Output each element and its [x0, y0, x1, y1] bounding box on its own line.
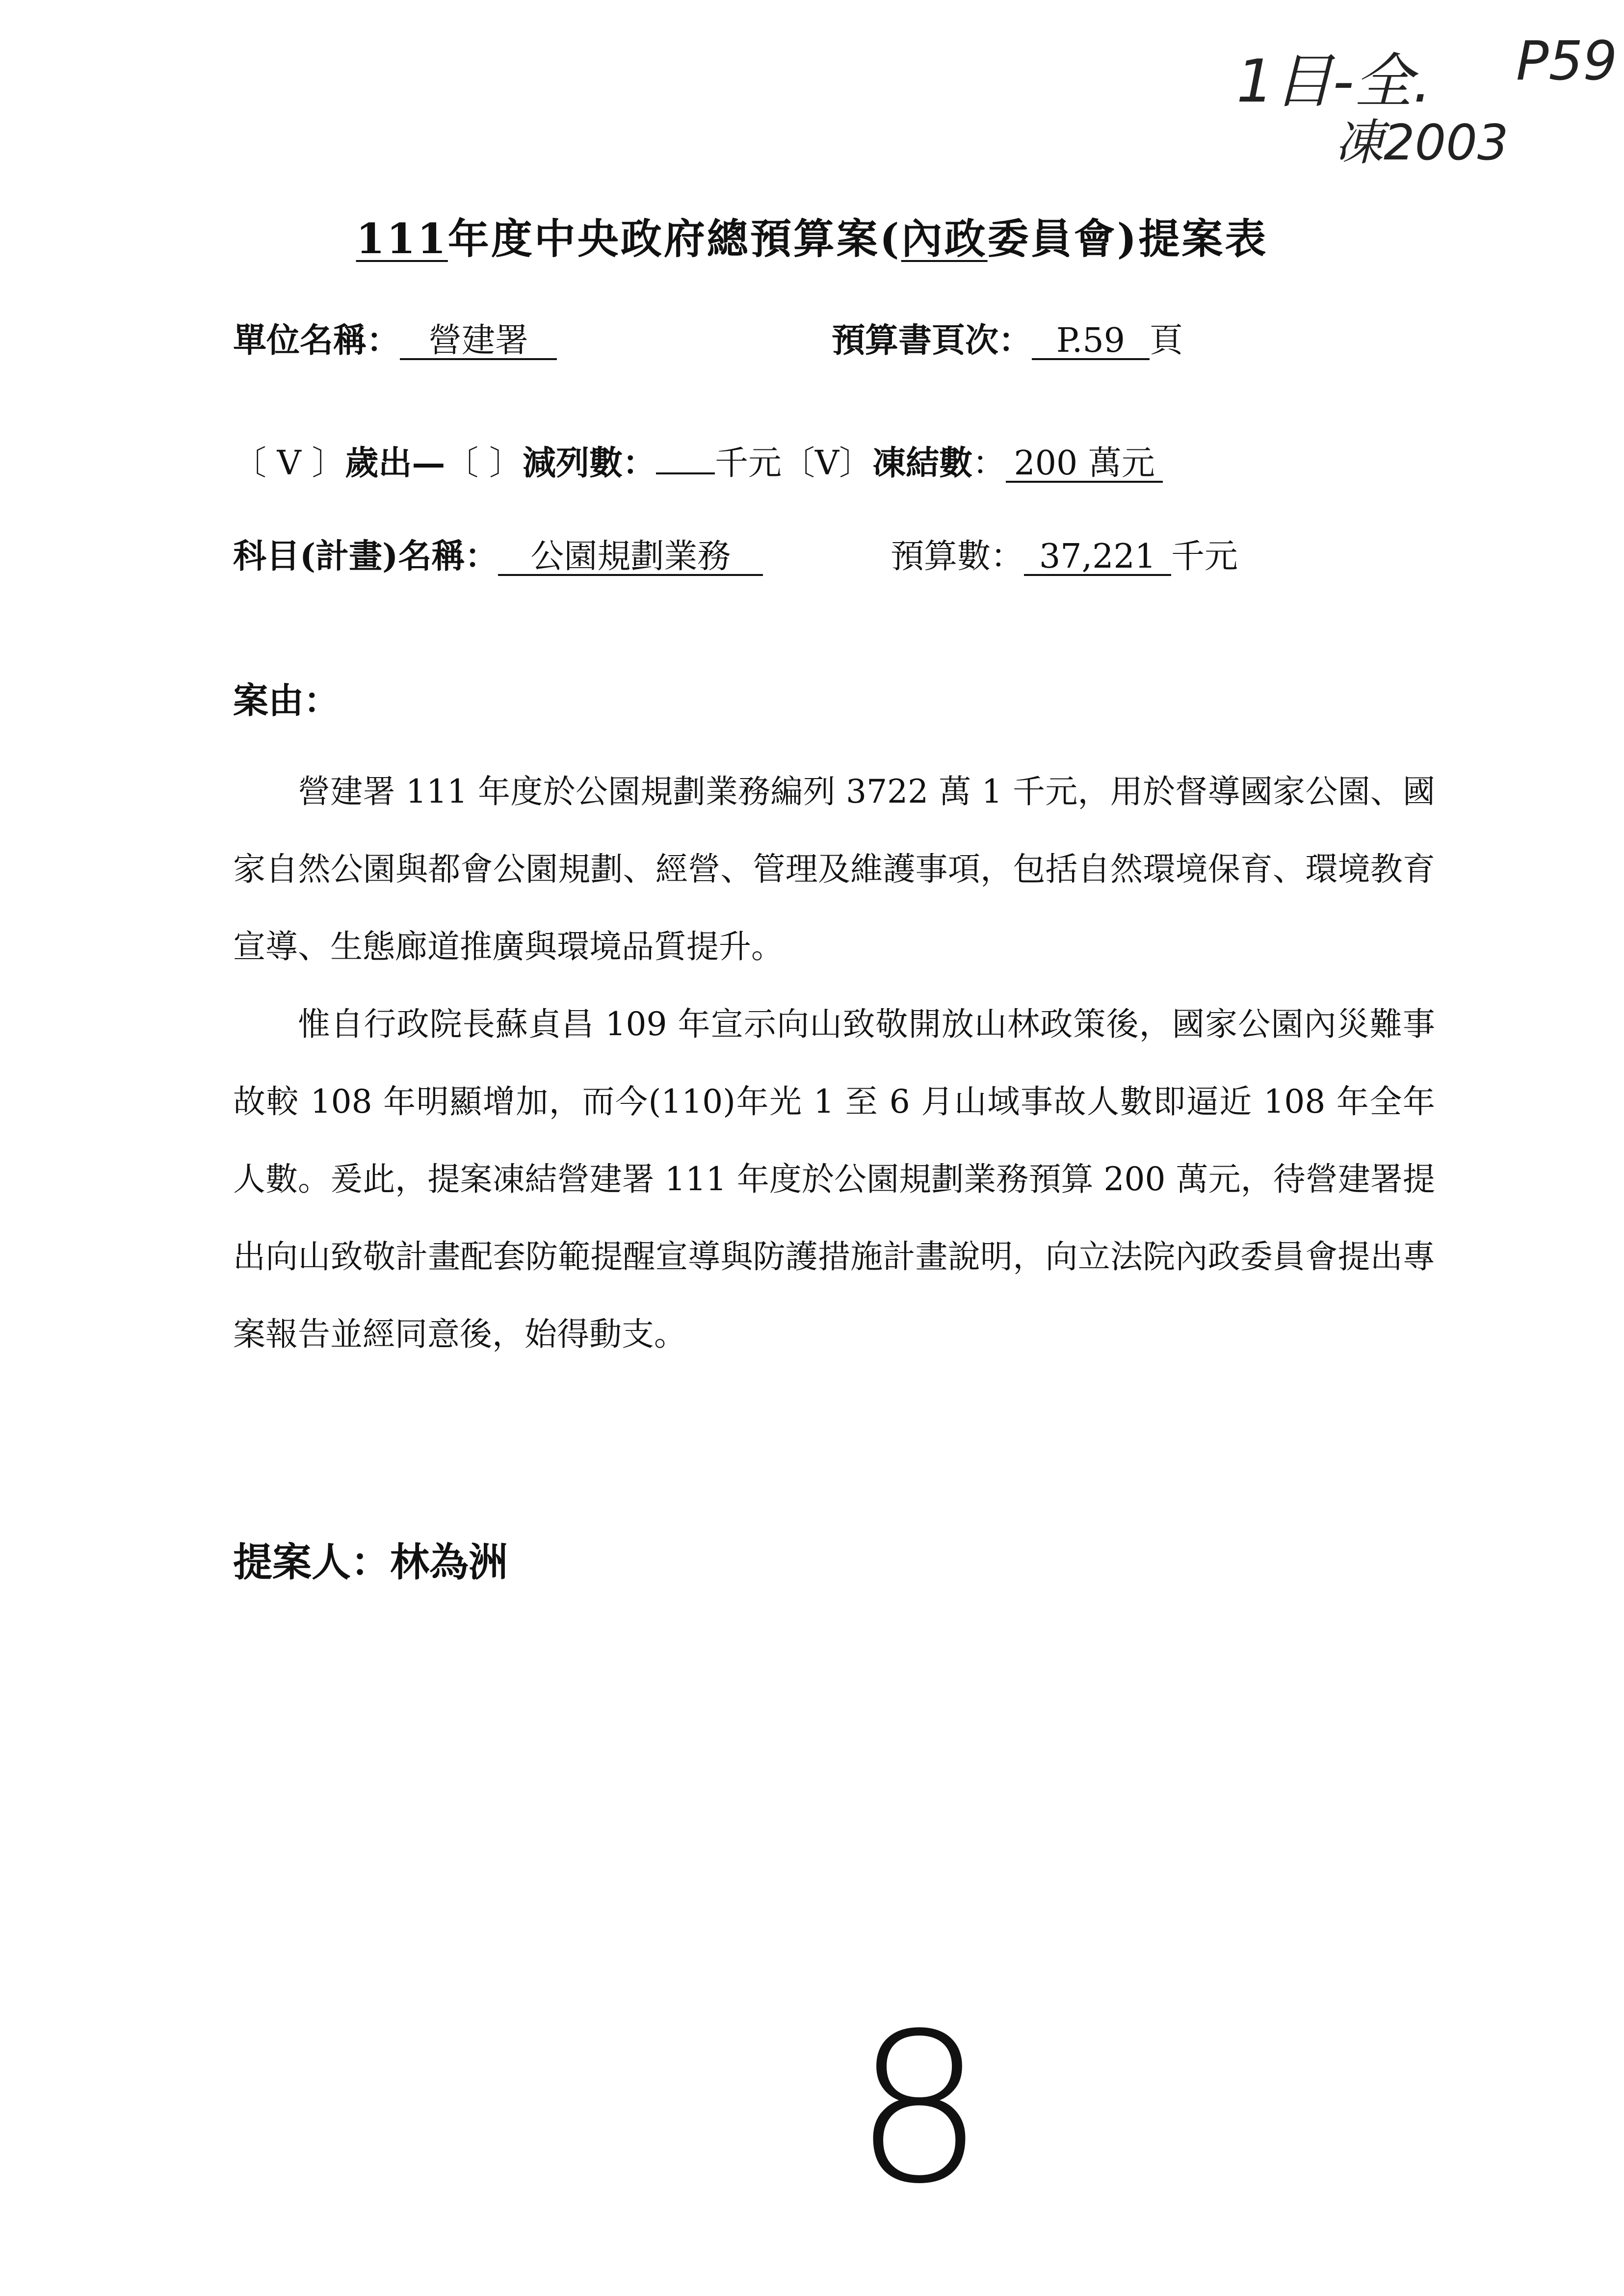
handwritten-freeze-note: 凍2003 [1335, 114, 1509, 171]
budget-page-label: 預算書頁次： [832, 321, 1032, 360]
unit-row [233, 314, 557, 362]
budget-page-value: P.59 [1032, 323, 1150, 360]
budget-amount-row [891, 530, 1238, 577]
subject-value: 公園規劃業務 [498, 539, 763, 576]
reason-paragraph: 惟自行政院長蘇貞昌 109 年宣示向山致敬開放山林政策後，國家公園內災難事故較 108 年明顯增加，而今(110)年光 1 至 6 月山域事故人數即逼近 108 年全年人數。爰此，提案凍結營建署 111 年度於公園規劃業務預算 200 萬元，待營建署提出向山致敬計畫配套防範提醒宣導與防護措施計畫說明，向立法院內政委員會提出專案報告並經同意後，始得動支。 [233, 1005, 1435, 1353]
title-part2: 委員會)提案表 [987, 214, 1268, 263]
freeze-colon: ： [972, 444, 1006, 483]
handwritten-page-ref: P59 [1516, 29, 1618, 92]
budget-amount-label: 預算數： [891, 537, 1024, 576]
reason-body [233, 753, 1435, 1373]
title-year: 111 [356, 214, 448, 263]
check-freeze: 〔V〕 [782, 444, 873, 483]
title-committee: 內政 [901, 214, 988, 263]
unit-label: 單位名稱： [233, 321, 400, 360]
handwritten-note-top: 1目-全. [1236, 48, 1432, 116]
reason-heading: 案由： [233, 679, 340, 721]
check-reduce: 〔 〕 [445, 444, 523, 483]
subject-label: 科目(計畫)名稱： [233, 537, 498, 576]
freeze-label: 凍結數 [872, 444, 973, 483]
reduce-label: 減列數： [522, 444, 656, 483]
expense-label: 歲出— [345, 444, 445, 483]
budget-page-suffix: 頁 [1150, 321, 1183, 360]
budget-amount-value: 37,221 [1024, 539, 1171, 576]
subject-row [233, 530, 763, 577]
handwritten-page-number: 8 [854, 1989, 985, 2229]
budget-amount-unit: 千元 [1171, 537, 1238, 576]
title-part1: 年度中央政府總預算案( [447, 214, 901, 263]
document-title [0, 206, 1624, 265]
reason-paragraph: 營建署 111 年度於公園規劃業務編列 3722 萬 1 千元，用於督導國家公園、國家自然公園與都會公園規劃、經營、管理及維護事項，包括自然環境保育、環境教育宣導、生態廊道推廣與環境品質提升。 [233, 773, 1435, 965]
budget-page-row [832, 314, 1183, 362]
action-row [233, 437, 1163, 484]
unit-value: 營建署 [400, 323, 557, 360]
check-expense: 〔 V 〕 [233, 444, 345, 483]
freeze-value: 200 萬元 [1006, 446, 1163, 483]
reduce-value [656, 472, 715, 474]
reduce-unit: 千元 [715, 444, 782, 483]
proposer: 提案人：林為洲 [233, 1539, 508, 1585]
